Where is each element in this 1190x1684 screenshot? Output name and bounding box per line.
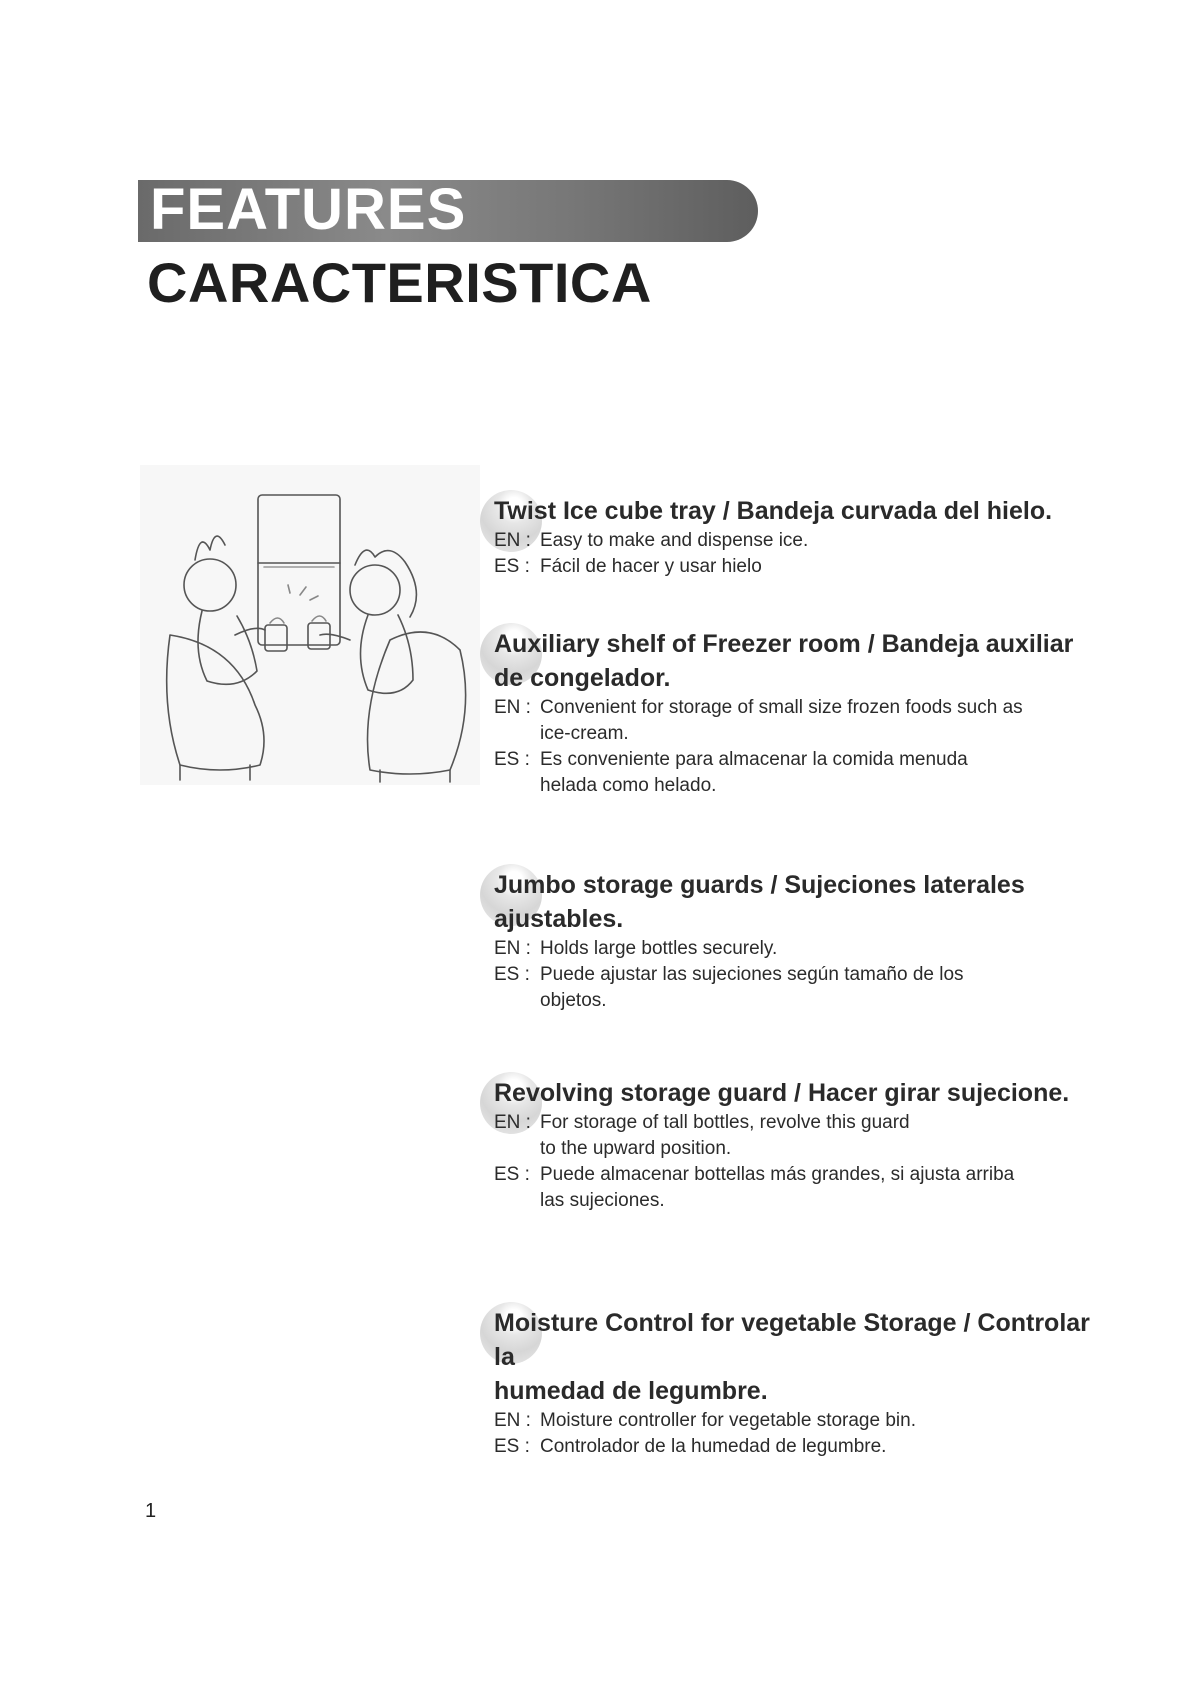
feature-title: Jumbo storage guards / Sujeciones laterales bbox=[494, 871, 1025, 899]
es-text: Es conveniente para almacenar la comida menuda bbox=[540, 749, 968, 770]
es-label: ES : bbox=[494, 556, 530, 577]
es-text: Controlador de la humedad de legumbre. bbox=[540, 1436, 887, 1457]
feature-title: Moisture Control for vegetable Storage / Controlar la bbox=[494, 1309, 1090, 1371]
feature-title: Twist Ice cube tray / Bandeja curvada del hielo. bbox=[494, 497, 1053, 525]
en-text-cont: ice-cream. bbox=[540, 723, 629, 744]
en-text-cont: to the upward position. bbox=[540, 1138, 732, 1159]
es-text-cont: helada como helado. bbox=[540, 775, 717, 796]
feature-revolving-storage-guard bbox=[480, 1076, 1100, 1214]
es-text: Puede ajustar las sujeciones según tamaño de los bbox=[540, 964, 964, 985]
en-text: For storage of tall bottles, revolve this guard bbox=[540, 1112, 910, 1133]
feature-jumbo-storage-guards bbox=[480, 868, 1100, 1014]
es-text-cont: las sujeciones. bbox=[540, 1190, 665, 1211]
en-label: EN : bbox=[494, 938, 531, 959]
feature-title-cont: de congelador. bbox=[494, 664, 671, 692]
feature-title-cont: ajustables. bbox=[494, 905, 624, 933]
en-text: Easy to make and dispense ice. bbox=[540, 530, 809, 551]
en-text: Holds large bottles securely. bbox=[540, 938, 778, 959]
feature-auxiliary-shelf bbox=[480, 627, 1100, 799]
en-text: Convenient for storage of small size frozen foods such as bbox=[540, 697, 1023, 718]
refrigerator-illustration bbox=[140, 465, 480, 785]
en-label: EN : bbox=[494, 530, 531, 551]
en-text: Moisture controller for vegetable storage bin. bbox=[540, 1410, 916, 1431]
feature-moisture-control bbox=[480, 1306, 1100, 1460]
es-label: ES : bbox=[494, 964, 530, 985]
es-text: Puede almacenar bottellas más grandes, si ajusta arriba bbox=[540, 1164, 1015, 1185]
en-label: EN : bbox=[494, 697, 531, 718]
es-text: Fácil de hacer y usar hielo bbox=[540, 556, 762, 577]
es-label: ES : bbox=[494, 749, 530, 770]
feature-ice-cube-tray bbox=[480, 494, 1100, 580]
feature-title: Auxiliary shelf of Freezer room / Bandeja auxiliar bbox=[494, 630, 1074, 658]
en-label: EN : bbox=[494, 1410, 531, 1431]
page-title-en: FEATURES bbox=[150, 177, 467, 242]
en-label: EN : bbox=[494, 1112, 531, 1133]
es-label: ES : bbox=[494, 1164, 530, 1185]
feature-title-cont: humedad de legumbre. bbox=[494, 1377, 768, 1405]
es-text-cont: objetos. bbox=[540, 990, 607, 1011]
page-number: 1 bbox=[145, 1500, 157, 1522]
feature-title: Revolving storage guard / Hacer girar sujecione. bbox=[494, 1079, 1070, 1107]
es-label: ES : bbox=[494, 1436, 530, 1457]
page-title-es: CARACTERISTICA bbox=[147, 251, 652, 314]
